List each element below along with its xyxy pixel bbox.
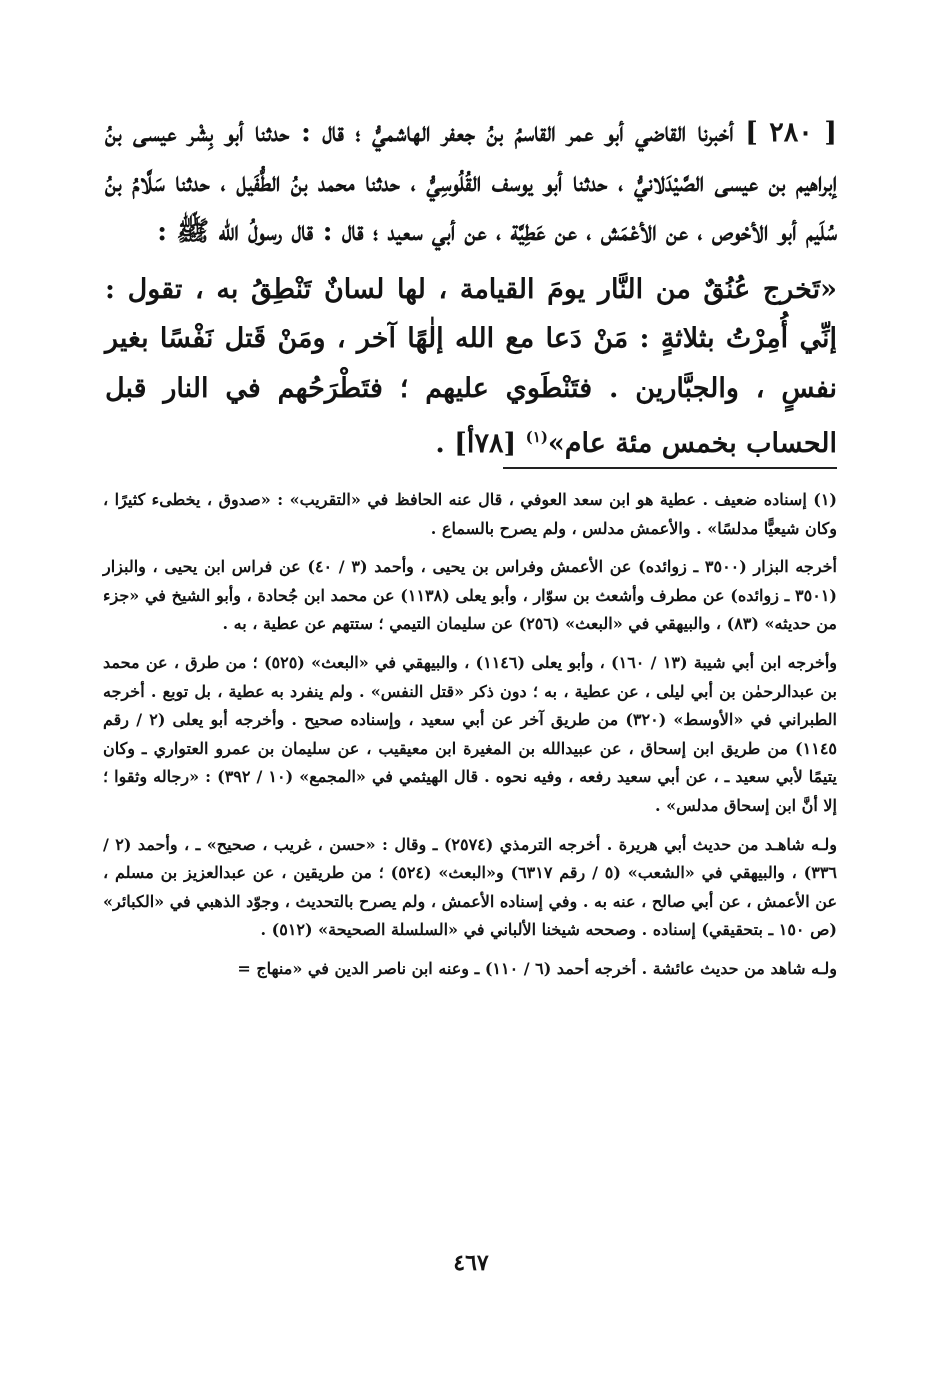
footnote-paragraph: (١) إسناده ضعيف . عطية هو ابن سعد العوفي ، قال عنه الحافظ في «التقريب» : «صدوق ، يخطىء كثيرًا ، وكان شيعيًّا مدلسًا» . والأعمش مدلس ، ولم يصرح بالسماع . [103,490,837,538]
footnotes-block [103,486,837,994]
page-number: ٤٦٧ [453,1250,489,1276]
isnad-paragraph [105,108,837,257]
isnad-text: [ ٢٨٠ ] أخبرنا القاضي أبو عمر القاسمُ بنُ جعفر الهاشميُّ ؛ قال : حدثنا أبو بِشْر عيسى بنُ إبراهيم بن عيسى الصَّيْدَلانيُّ ، حدثنا أبو يوسف القُلُوسِيُّ ، حدثنا محمد بنُ الطُّفَيل ، حدثنا سَلَّامُ بنُ سُلَيم أبو الأحْوص ، عن الأعْمَش ، عن عَطِيَّة ، عن أبي سعيد ؛ قال : قال رسولُ الله ﷺ : [105,117,837,247]
footnote-paragraph: ولـه شاهد من حديث عائشة . أخرجه أحمد (٦ / ١١٠) ـ وعنه ابن ناصر الدين في «منهاج = [237,958,837,978]
footnote-paragraph: وأخرجه ابن أبي شيبة (١٣ / ١٦٠) ، وأبو يعلى (١١٤٦) ، والبيهقي في «البعث» (٥٢٥) ؛ من طرق ، عن محمد بن عبدالرحمٰن بن أبي ليلى ، عن عطية ، به ؛ دون ذكر «قتل النفس» . ولم ينفرد به عطية ، بل توبع . أخرجه الطبراني في «الأوسط» (٣٢٠) من طريق آخر عن أبي سعيد ، وإسناده صحيح . وأخرجه أبو يعلى (٢ / رقم ١١٤٥) من طريق ابن إسحاق ، عن عبيدالله بن المغيرة ابن معيقيب ، عن سليمان بن عمرو العتواري ـ وكان يتيمًا لأبي سعيد ـ ، عن أبي سعيد رفعه ، وفيه نحوه . قال الهيثمي في «المجمع» (١٠ / ٣٩٢) : «رجاله وثقوا ؛ إلا أنَّ ابن إسحاق مدلس» . [103,652,838,815]
footnote-separator-line [503,467,837,469]
matn-paragraph [105,265,837,469]
footnote-paragraph: ولـه شاهـد من حديث أبي هريرة . أخرجه الترمذي (٢٥٧٤) ـ وقال : «حسن ، غريب ، صحيح» ـ ، وأحمد (٢ / ٣٣٦) ، والبيهقي في «الشعب» (٥ / رقم ٦٣١٧) و«البعث» (٥٢٤) ؛ من طريقين ، عن عبدالعزيز بن مسلم ، عن الأعمش ، عن أبي صالح ، عنه به . وفي إسناده الأعمش ، ولم يصرح بالتحديث ، وجوّد الذهبي في «الكبائر» (ص ١٥٠ ـ بتحقيقي) إسناده . وصححه شيخنا الألباني في «السلسلة الصحيحة» (٥١٢) . [103,834,838,940]
folio-reference: [٧٨أ] [454,428,517,459]
footnote-paragraph: أخرجه البزار (٣٥٠٠ ـ زوائده) عن الأعمش وفراس بن يحيى ، وأحمد (٣ / ٤٠) عن فراس ابن يحيى ، والبزار (٣٥٠١ ـ زوائده) عن مطرف وأشعث بن سوّار ، وأبو يعلى (١١٣٨) عن محمد ابن جُحادة ، وأبو الشيخ في «جزء من حديثه» (٨٣) ، والبيهقي في «البعث» (٢٥٦) عن سليمان التيمي ؛ ستتهم عن عطية ، به . [103,557,837,634]
footnote-marker: (١) [525,428,548,446]
end-period: . [435,428,445,459]
matn-text: «تَخرج عُنُقٌ من النَّار يومَ القيامة ، لها لسانٌ تَنْطِقُ به ، تقول : إنِّي أُمِرْتُ بثلاثةٍ : مَنْ دَعا مع الله إلٰهًا آخر ، ومَنْ قَتل نَفْسًا بغير نفسٍ ، والجبَّارين . فتَنْطَوي عليهم ؛ فتَطْرَحُهم في النار قبل الحساب بخمس مئة عام» [105,273,837,459]
hadith-text-block [105,108,837,469]
